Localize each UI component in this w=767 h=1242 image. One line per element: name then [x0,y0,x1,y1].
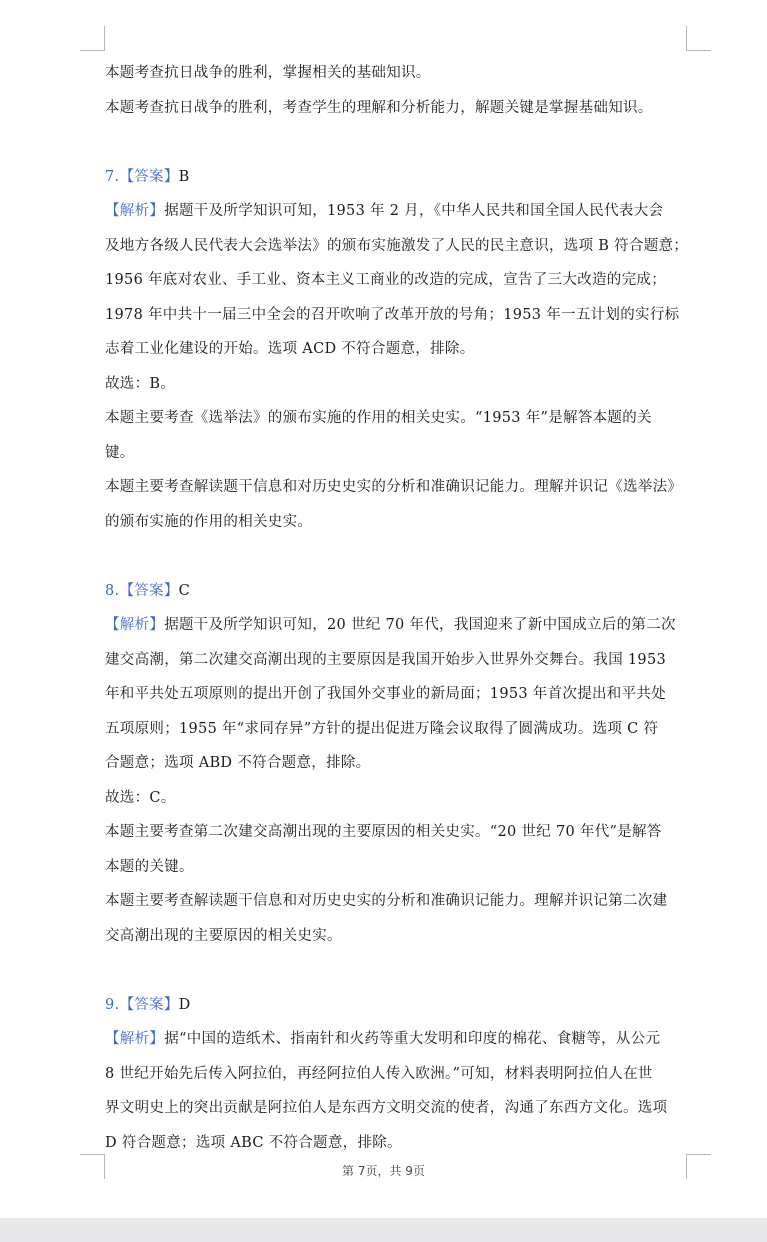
q9-analysis-text: 据“中国的造纸术、指南针和火药等重大发明和印度的棉花、食糖等，从公元 [164,1031,661,1047]
q7-analysis-line-4: 1978 年中共十一届三中全会的召开吹响了改革开放的号角；1953 年一五计划的实行标 [105,306,680,323]
q8-analysis-line-4: 五项原则；1955 年“求同存异”方针的提出促进万隆会议取得了圆满成功。选项 C 符 [105,720,659,737]
q9-number: 9. [105,996,120,1013]
q8-answer-line [105,574,691,609]
crop-mark-top-right [686,26,711,51]
q8-choose: 故选：C。 [105,789,176,806]
intro-line-1: 本题考查抗日战争的胜利，掌握相关的基础知识。 [105,65,431,81]
intro-line-2: 本题考查抗日战争的胜利，考查学生的理解和分析能力，解题关键是掌握基础知识。 [105,99,653,116]
q7-analysis-line-5: 志着工业化建设的开始。选项 ACD 不符合题意，排除。 [105,341,475,357]
q7-note1-line-1: 本题主要考查《选举法》的颁布实施的作用的相关史实。“1953 年”是解答本题的关 [105,410,652,426]
q8-analysis-line-5: 合题意；选项 ABD 不符合题意，排除。 [105,755,371,771]
q9-answer-line [105,988,691,1023]
q9-answer-tag: 【答案】 [119,996,179,1013]
q8-answer-tag: 【答案】 [119,582,179,599]
q7-note2-line-2: 的颁布实施的作用的相关史实。 [105,513,313,530]
q8-answer: C [178,582,191,599]
viewer-background-strip [0,1218,767,1242]
q9-analysis-line-4: D 符合题意；选项 ABC 不符合题意，排除。 [105,1134,402,1151]
q7-choose: 故选：B。 [105,375,176,392]
q7-note1-line-2: 键。 [105,444,135,461]
q8-analysis-line-2: 建交高潮，第二次建交高潮出现的主要原因是我国开始步入世界外交舞台。我国 1953 [105,651,667,668]
q8-analysis-line-1 [105,608,691,643]
q7-analysis-line-3: 1956 年底对农业、手工业、资本主义工商业的改造的完成，宣告了三大改造的完成； [105,272,667,288]
q7-analysis-line-2: 及地方各级人民代表大会选举法》的颁布实施激发了人民的民主意识，选项 B 符合题意； [105,237,689,254]
q9-analysis-line-1 [105,1022,691,1057]
q7-analysis-line-1 [105,194,691,229]
q8-analysis-line-3: 年和平共处五项原则的提出开创了我国外交事业的新局面；1953 年首次提出和平共处 [105,686,667,702]
page-content [105,56,691,1160]
q8-note2-line-2: 交高潮出现的主要原因的相关史实。 [105,927,342,944]
q8-number: 8. [105,582,120,599]
q7-analysis-tag: 【解析】 [105,203,165,219]
q9-analysis-line-3: 界文明史上的突出贡献是阿拉伯人是东西方文明交流的使者，沟通了东西方文化。选项 [105,1100,668,1116]
q7-number: 7. [105,168,120,185]
crop-mark-top-left [80,26,105,51]
q7-answer-tag: 【答案】 [119,168,179,185]
q8-analysis-text: 据题干及所学知识可知，20 世纪 70 年代，我国迎来了新中国成立后的第二次 [164,617,676,633]
q8-note2-line-1: 本题主要考查解读题干信息和对历史史实的分析和准确识记能力。理解并识记第二次建 [105,893,668,909]
q8-analysis-tag: 【解析】 [105,617,165,633]
q7-note2-line-1: 本题主要考查解读题干信息和对历史史实的分析和准确识记能力。理解并识记《选举法》 [105,479,683,495]
q9-analysis-tag: 【解析】 [105,1031,165,1047]
q7-answer: B [178,168,190,185]
q7-analysis-text: 据题干及所学知识可知，1953 年 2 月，《中华人民共和国全国人民代表大会 [164,203,664,219]
q9-answer: D [178,996,191,1013]
page-number-footer: 第 7页，共 9页 [342,1164,425,1178]
q9-analysis-line-2: 8 世纪开始先后传入阿拉伯，再经阿拉伯人传入欧洲。”可知，材料表明阿拉伯人在世 [105,1065,653,1082]
q8-note1-line-2: 本题的关键。 [105,858,194,875]
q7-answer-line [105,160,691,195]
q8-note1-line-1: 本题主要考查第二次建交高潮出现的主要原因的相关史实。“20 世纪 70 年代”是解答 [105,824,662,840]
